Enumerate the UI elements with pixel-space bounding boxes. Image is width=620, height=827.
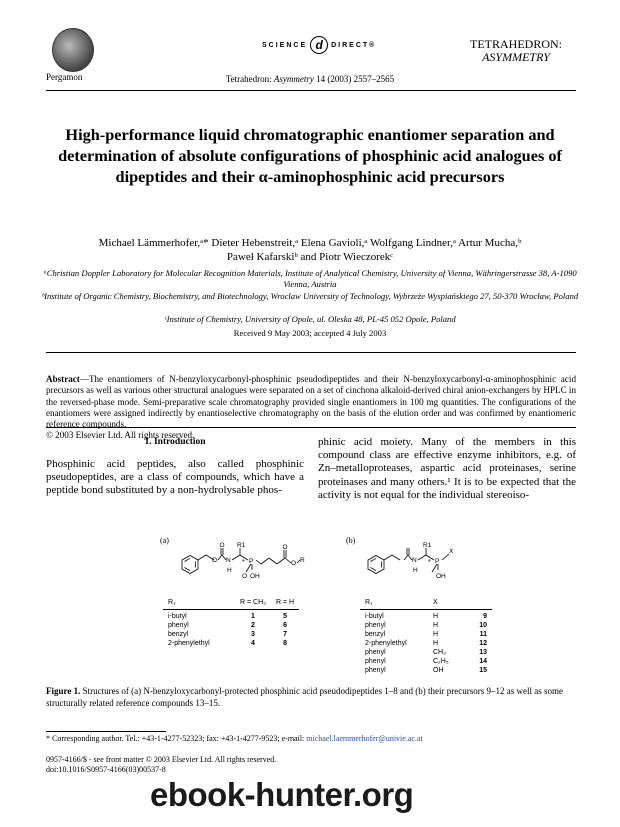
journal-citation [0, 74, 620, 84]
substituent-r1-a: R1 [237, 542, 246, 549]
table-cell: 5 [283, 613, 287, 620]
citation-volume: 14 (2003) 2557–2565 [313, 74, 395, 84]
footnote-rule [46, 731, 166, 732]
table-row [163, 639, 299, 648]
watermark-text: ebook-hunter.org [150, 776, 414, 813]
citation-prefix: Tetrahedron: [225, 74, 274, 84]
sciencedirect-logo[interactable] [262, 36, 376, 54]
table-cell: phenyl [365, 667, 386, 674]
affiliation-a: ᵃChristian Doppler Laboratory for Molecular Recognition Materials, Institute of Analytical Chemistry, University of Vienna, Währingerstrasse 38, A-1090 Vienna, Austria [43, 268, 577, 289]
figure-caption [46, 686, 576, 709]
stereocenter-star-a: * [242, 559, 245, 566]
article-title: High-performance liquid chromatographic enantiomer separation and determination of absolute configurations of phosphinic acid analogues of dipeptides and their α-aminophosphinic acid precursors [58, 125, 562, 186]
table-cell: phenyl [365, 658, 386, 665]
table-cell: 12 [479, 640, 487, 647]
doi-link[interactable]: doi:10.1016/S0957-4166(03)00537-8 [46, 765, 166, 774]
table-cell: CH₃ [433, 649, 446, 656]
table-cell: 2-phenylethyl [168, 640, 210, 647]
table-row [360, 621, 492, 630]
table-cell: 13 [479, 649, 487, 656]
atom-p-b: P [435, 558, 440, 565]
table-cell: 7 [283, 631, 287, 638]
atom-o-a3: O [242, 573, 248, 580]
table-cell: 11 [479, 631, 487, 638]
table-cell: phenyl [365, 622, 386, 629]
table-cell: 6 [283, 622, 287, 629]
table-cell: i-butyl [168, 613, 187, 620]
section-heading: 1. Introduction [144, 437, 206, 447]
table-cell: 9 [483, 613, 487, 620]
atom-o-a2: O [219, 542, 225, 549]
author-email-link[interactable]: michael.laemmerhofer@univie.ac.at [306, 734, 423, 743]
table-row [360, 666, 492, 675]
substituent-r-a: R [300, 557, 305, 564]
substituent-x-b: X [449, 548, 454, 555]
atom-o-a4: O [282, 544, 288, 551]
sciencedirect-suffix: DIRECT® [331, 41, 377, 49]
structure-a-diagram [160, 540, 350, 590]
header-divider [46, 90, 576, 91]
atom-o-a1: O [212, 557, 218, 564]
table-cell: 2-phenylethyl [365, 640, 407, 647]
author-line-1: Michael Lämmerhofer,ᵃ* Dieter Hebenstreit,ᵃ Elena Gavioli,ᵃ Wolfgang Lindner,ᵃ Artur Mucha,ᵇ [98, 237, 522, 249]
panel-a-label: (a) [160, 536, 169, 545]
table-a-header-h: R = H [271, 598, 299, 610]
abstract-copyright: © 2003 Elsevier Ltd. All rights reserved. [46, 430, 195, 441]
table-cell: 15 [479, 667, 487, 674]
affiliation-b: ᵇInstitute of Organic Chemistry, Biochemistry, and Biotechnology, Wroclaw University of Technology, Wybrzeże Wyspiańskiego 27, 50-370 Wrocław, Poland [41, 291, 579, 301]
compound-table-b [360, 598, 492, 675]
abstract [46, 374, 576, 442]
table-row [360, 648, 492, 657]
intro-right-column: phinic acid moiety. Many of the members in this compound class are effective enzyme inhibitors, e.g. of Zn–metalloproteases, aspartic acid proteinases, serine proteinases and many others.¹ It is to be expected that the activity is not equal for the individual stereoiso- [318, 436, 576, 501]
journal-title-line2: ASYMMETRY [482, 50, 550, 64]
table-row [360, 657, 492, 666]
table-row [163, 610, 299, 622]
author-list [40, 236, 580, 264]
sciencedirect-prefix: SCIENCE [262, 41, 308, 49]
table-b-header-r1: R₁ [360, 598, 428, 610]
atom-n-b: N [412, 557, 417, 564]
table-cell: phenyl [168, 622, 189, 629]
table-cell: OH [433, 667, 444, 674]
table-cell: 2 [251, 622, 255, 629]
stereocenter-star-b: * [428, 559, 431, 566]
journal-title-line1: TETRAHEDRON: [470, 37, 562, 51]
atom-h-a: H [227, 567, 232, 574]
intro-left-column: Phosphinic acid peptides, also called phosphinic pseudopeptides, are a class of compounds, which have a peptide bond substituted by a non-hydrolysable phos- [46, 458, 304, 497]
abstract-label: Abstract [46, 374, 80, 384]
hydroxyl-oh-a: OH [250, 573, 260, 580]
abstract-top-rule [46, 352, 576, 353]
table-cell: C₂H₅ [433, 658, 449, 665]
table-row [360, 630, 492, 639]
table-cell: 4 [251, 640, 255, 647]
atom-h-b: H [413, 567, 418, 574]
structure-b-diagram [346, 540, 526, 590]
atom-o-a5: O [291, 560, 297, 567]
table-cell: H [433, 622, 439, 629]
corresponding-author-note [46, 734, 576, 744]
table-cell: 14 [479, 658, 487, 665]
sciencedirect-d-icon: d [310, 36, 328, 54]
publisher-name: Pergamon [46, 72, 83, 82]
table-a-header-ch3: R = CH₃ [235, 598, 271, 610]
received-dates: Received 9 May 2003; accepted 4 July 2003 [233, 328, 387, 338]
table-cell: H [433, 613, 439, 620]
panel-b-label: (b) [346, 536, 356, 545]
abstract-bottom-rule [46, 427, 576, 428]
table-cell: 1 [251, 613, 255, 620]
issn-line: 0957-4166/$ - see front matter © 2003 Elsevier Ltd. All rights reserved. [46, 755, 277, 764]
table-cell: H [433, 640, 439, 647]
table-cell: benzyl [168, 631, 189, 638]
abstract-text: —The enantiomers of N-benzyloxycarbonyl-phosphinic pseudodipeptides and their N-benzyloxycarbonyl-α-aminophosphinic acid precursors as well as various other structural analogues were separated on a set of cinchona alkaloid-derived chiral anion-exchangers by HPLC in the reversed-phase mode. Semi-preparative scale chromatography provided single enantiomers in 100 mg quantities. The configurations of the enantiomers were assigned indirectly by enantioselective chromatography on the basis of the elution order and was confirmed by enantiomeric reference compounds. [46, 374, 576, 430]
figure-caption-label: Figure 1. [46, 686, 81, 696]
corresponding-text: * Corresponding author. Tel.: +43-1-4277-52323; fax: +43-1-4277-9523; e-mail: [46, 734, 307, 743]
table-b-header-x: X [428, 598, 464, 610]
table-a-header-r1: R₁ [163, 598, 235, 610]
table-row [163, 630, 299, 639]
journal-title [452, 38, 580, 64]
citation-journal: Asymmetry [273, 74, 314, 84]
substituent-r1-b: R1 [423, 542, 432, 549]
hydroxyl-oh-b: OH [436, 573, 446, 580]
atom-p-a: P [249, 558, 254, 565]
table-cell: H [433, 631, 439, 638]
table-cell: 8 [283, 640, 287, 647]
table-cell: i-butyl [365, 613, 384, 620]
atom-n-a: N [226, 557, 231, 564]
table-cell: 3 [251, 631, 255, 638]
table-cell: 10 [479, 622, 487, 629]
compound-table-a [163, 598, 299, 648]
table-b-header-number [464, 598, 492, 610]
publisher-logo-icon [52, 28, 94, 72]
author-line-2: Paweł Kafarskiᵇ and Piotr Wieczorekᶜ [226, 251, 394, 263]
table-row [360, 610, 492, 622]
table-row [163, 621, 299, 630]
table-row [360, 639, 492, 648]
table-cell: phenyl [365, 649, 386, 656]
table-cell: benzyl [365, 631, 386, 638]
affiliation-c: ᶜInstitute of Chemistry, University of Opole, ul. Oleska 48, PL-45 052 Opole, Poland [164, 314, 456, 324]
figure-caption-text: Structures of (a) N-benzyloxycarbonyl-protected phosphinic acid pseudodipeptides 1–8 and (b) their precursors 9–12 as well as some structurally related reference compounds 13–15. [46, 686, 563, 708]
